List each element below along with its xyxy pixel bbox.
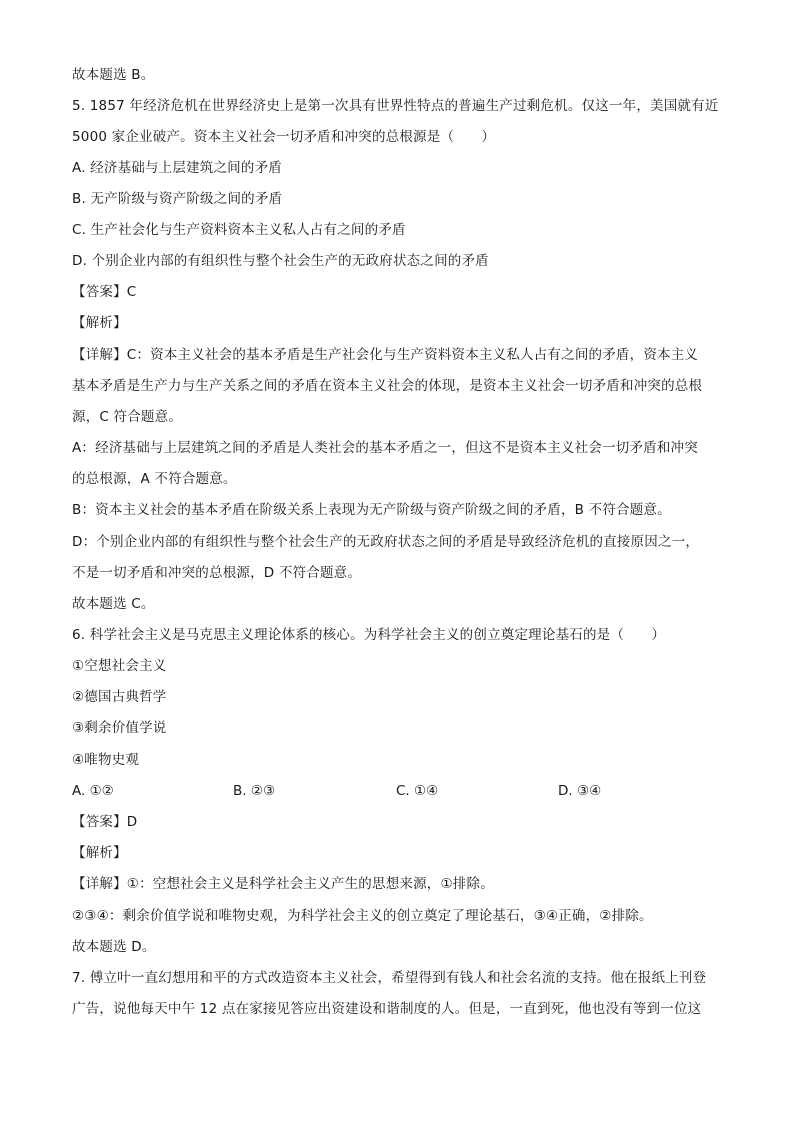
detail-line: B：资本主义社会的基本矛盾在阶级关系上表现为无产阶级与资产阶级之间的矛盾，B 不符合题意。 (72, 502, 671, 518)
option-d: D. 个别企业内部的有组织性与整个社会生产的无政府状态之间的矛盾 (72, 253, 489, 269)
question-7-stem-cont: 广告，说他每天中午 12 点在家接见答应出资建设和谐制度的人。但是，一直到死，他也没有等到一位这 (72, 1001, 702, 1017)
answer-label: 【答案】D (72, 814, 138, 830)
detail-line: 不是一切矛盾和冲突的总根源，D 不符合题意。 (72, 565, 362, 581)
detail-line: 的总根源，A 不符合题意。 (72, 471, 237, 487)
answer-label: 【答案】C (72, 284, 137, 300)
analysis-label: 【解析】 (72, 315, 127, 331)
question-6-stem: 6. 科学社会主义是马克思主义理论体系的核心。为科学社会主义的创立奠定理论基石的是（ ） (72, 627, 666, 643)
text-line: 故本题选 C。 (72, 596, 155, 612)
analysis-label: 【解析】 (72, 845, 127, 861)
detail-line: ②③④：剩余价值学说和唯物史观，为科学社会主义的创立奠定了理论基石，③④正确，②排除。 (72, 908, 653, 924)
option-a: A. 经济基础与上层建筑之间的矛盾 (72, 160, 282, 176)
choice-1: ①空想社会主义 (72, 658, 167, 674)
option-b: B. 无产阶级与资产阶级之间的矛盾 (72, 191, 283, 207)
detail-line: A：经济基础与上层建筑之间的矛盾是人类社会的基本矛盾之一，但这不是资本主义社会一切矛盾和冲突 (72, 440, 698, 456)
choice-4: ④唯物史观 (72, 752, 140, 768)
question-5-stem: 5. 1857 年经济危机在世界经济史上是第一次具有世界性特点的普遍生产过剩危机。仅这一年，美国就有近 (72, 98, 719, 114)
option-c: C. 生产社会化与生产资料资本主义私人占有之间的矛盾 (72, 222, 406, 238)
option-a: A. ①② (72, 783, 114, 799)
detail-line: 基本矛盾是生产力与生产关系之间的矛盾在资本主义社会的体现，是资本主义社会一切矛盾和冲突的总根 (72, 378, 703, 394)
question-5-stem-cont: 5000 家企业破产。资本主义社会一切矛盾和冲突的总根源是（ ） (72, 129, 496, 145)
option-c: C. ①④ (396, 783, 439, 799)
detail-line: 源，C 符合题意。 (72, 409, 183, 425)
choice-2: ②德国古典哲学 (72, 689, 167, 705)
detail-line: 【详解】①：空想社会主义是科学社会主义产生的思想来源，①排除。 (72, 876, 494, 892)
text-line: 故本题选 B。 (72, 67, 155, 83)
option-d: D. ③④ (558, 783, 602, 799)
choice-3: ③剩余价值学说 (72, 720, 167, 736)
question-7-stem: 7. 傅立叶一直幻想用和平的方式改造资本主义社会，希望得到有钱人和社会名流的支持。他在报纸上刊登 (72, 970, 707, 986)
text-line: 故本题选 D。 (72, 939, 156, 955)
detail-line: 【详解】C：资本主义社会的基本矛盾是生产社会化与生产资料资本主义私人占有之间的矛盾，资本主义 (72, 347, 699, 363)
detail-line: D：个别企业内部的有组织性与整个社会生产的无政府状态之间的矛盾是导致经济危机的直接原因之一， (72, 534, 700, 550)
option-b: B. ②③ (233, 783, 276, 799)
options-row (72, 781, 722, 801)
